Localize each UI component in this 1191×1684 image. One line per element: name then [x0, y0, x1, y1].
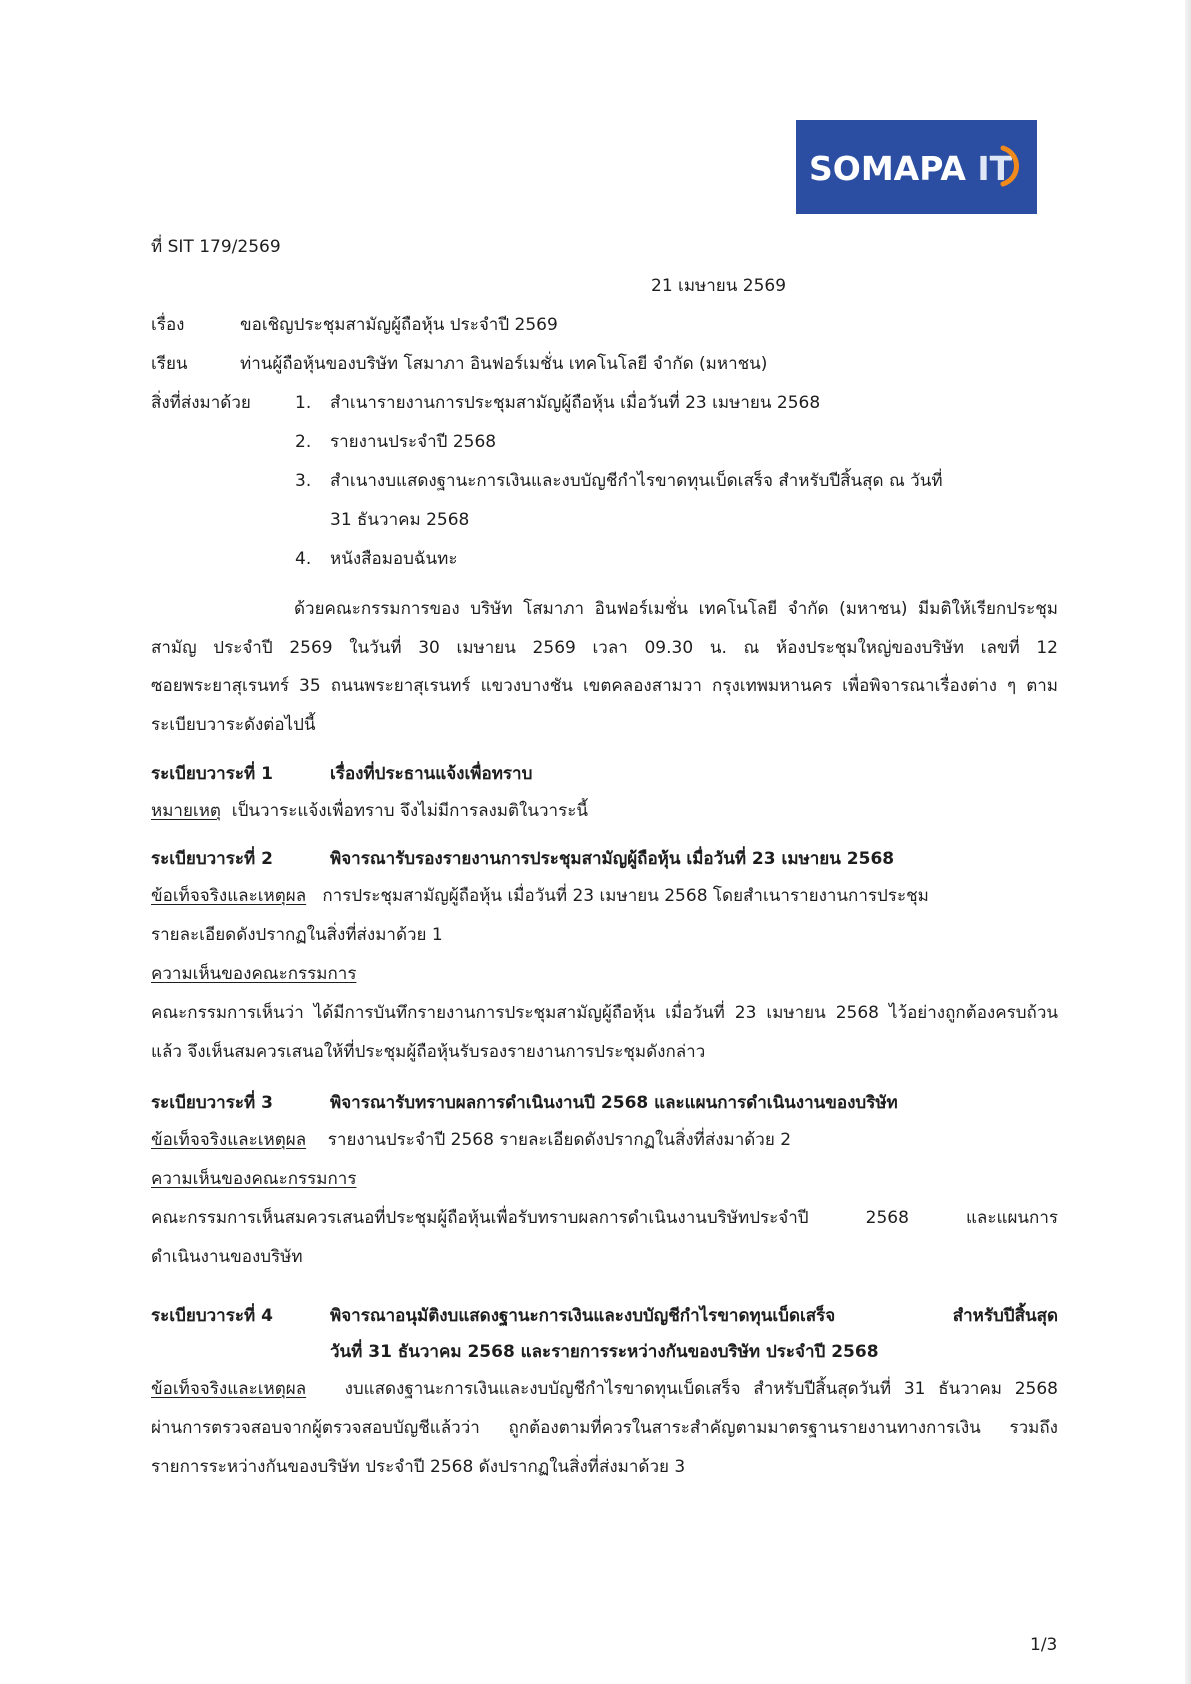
enclosure-item-continued: 31 ธันวาคม 2568 [330, 510, 470, 530]
enclosure-number: 2. [295, 432, 312, 452]
recipient-text: ท่านผู้ถือหุ้นของบริษัท โสมาภา อินฟอร์เมชั่น เทคโนโลยี จำกัด (มหาชน) [240, 354, 768, 374]
facts-label: ข้อเท็จจริงและเหตุผล [151, 1130, 307, 1150]
agenda-1-label: ระเบียบวาระที่ 1 [151, 764, 273, 784]
company-logo [796, 120, 1037, 214]
enclosure-item: รายงานประจำปี 2568 [330, 432, 497, 452]
enclosure-label: สิ่งที่ส่งมาด้วย [151, 393, 251, 413]
agenda-2-label: ระเบียบวาระที่ 2 [151, 849, 273, 869]
enclosure-number: 4. [295, 549, 312, 569]
logo-wordmark: SOMAPA IT [809, 149, 1013, 188]
agenda-4-title-continued: วันที่ 31 ธันวาคม 2568 และรายการระหว่างกันของบริษัท ประจำปี 2568 [330, 1342, 879, 1362]
logo-arc-icon [999, 144, 1023, 188]
opinion-line: คณะกรรมการเห็นว่า ได้มีการบันทึกรายงานการประชุมสามัญผู้ถือหุ้น เมื่อวันที่ 23 เมษายน 2568 ไว้อย่างถูกต้องครบถ้วน [151, 1003, 1058, 1023]
facts-line: ผ่านการตรวจสอบจากผู้ตรวจสอบบัญชีแล้วว่า ถูกต้องตามที่ควรในสาระสำคัญตามมาตรฐานรายงานทางการเงิน รวมถึง [151, 1418, 1058, 1438]
intro-paragraph [151, 590, 1058, 744]
agenda-3-facts [151, 1128, 791, 1152]
page-edge [1185, 0, 1191, 1684]
facts-line: รายการระหว่างกันของบริษัท ประจำปี 2568 ดังปรากฏในสิ่งที่ส่งมาด้วย 3 [151, 1456, 686, 1477]
note-text: เป็นวาระแจ้งเพื่อทราบ จึงไม่มีการลงมติในวาระนี้ [231, 801, 588, 821]
agenda-3-opinion [151, 1199, 1058, 1276]
opinion-line: แล้ว จึงเห็นสมควรเสนอให้ที่ประชุมผู้ถือหุ้นรับรองรายงานการประชุมดังกล่าว [151, 1041, 706, 1062]
agenda-1-note [151, 799, 588, 823]
facts-text: รายงานประจำปี 2568 รายละเอียดดังปรากฏในสิ่งที่ส่งมาด้วย 2 [327, 1130, 792, 1150]
intro-line: ด้วยคณะกรรมการของ บริษัท โสมาภา อินฟอร์เมชั่น เทคโนโลยี จำกัด (มหาชน) มีมติให้เรียกประชุม [294, 599, 1058, 619]
agenda-1-title: เรื่องที่ประธานแจ้งเพื่อทราบ [330, 764, 533, 784]
intro-line: ซอยพระยาสุเรนทร์ 35 ถนนพระยาสุเรนทร์ แขวงบางชัน เขตคลองสามวา กรุงเทพมหานคร เพื่อพิจารณาเรื่องต่าง ๆ ตาม [151, 676, 1058, 696]
note-label: หมายเหตุ [151, 801, 221, 821]
opinion-line: ดำเนินงานของบริษัท [151, 1246, 303, 1267]
enclosure-number: 3. [295, 471, 312, 491]
agenda-4-facts-body [151, 1409, 1058, 1486]
intro-line: ระเบียบวาระดังต่อไปนี้ [151, 714, 316, 735]
subject-text: ขอเชิญประชุมสามัญผู้ถือหุ้น ประจำปี 2569 [240, 315, 558, 335]
facts-text: งบแสดงฐานะการเงินและงบบัญชีกำไรขาดทุนเบ็ดเสร็จ สำหรับปีสิ้นสุดวันที่ 31 ธันวาคม 2568 [344, 1379, 1058, 1399]
agenda-3-opinion-label: ความเห็นของคณะกรรมการ [151, 1169, 357, 1189]
opinion-line: คณะกรรมการเห็นสมควรเสนอที่ประชุมผู้ถือหุ้นเพื่อรับทราบผลการดำเนินงานบริษัทประจำปี 2568 และแผนการ [151, 1208, 1058, 1228]
enclosure-item: หนังสือมอบฉันทะ [330, 549, 458, 569]
document-date: 21 เมษายน 2569 [651, 276, 787, 296]
facts-text: การประชุมสามัญผู้ถือหุ้น เมื่อวันที่ 23 เมษายน 2568 โดยสำเนารายงานการประชุม [322, 886, 929, 906]
agenda-2-opinion [151, 994, 1058, 1071]
facts-label: ข้อเท็จจริงและเหตุผล [151, 1379, 307, 1399]
intro-line: สามัญ ประจำปี 2569 ในวันที่ 30 เมษายน 2569 เวลา 09.30 น. ณ ห้องประชุมใหญ่ของบริษัท เลขที่ 12 [151, 637, 1058, 658]
subject-label: เรื่อง [151, 315, 185, 335]
enclosure-item: สำเนารายงานการประชุมสามัญผู้ถือหุ้น เมื่อวันที่ 23 เมษายน 2568 [330, 393, 821, 413]
agenda-2-facts-continued: รายละเอียดดังปรากฏในสิ่งที่ส่งมาด้วย 1 [151, 925, 443, 945]
agenda-4-label: ระเบียบวาระที่ 4 [151, 1306, 273, 1326]
agenda-3-label: ระเบียบวาระที่ 3 [151, 1093, 273, 1113]
agenda-3-title: พิจารณารับทราบผลการดำเนินงานปี 2568 และแผนการดำเนินงานของบริษัท [330, 1093, 898, 1113]
facts-label: ข้อเท็จจริงและเหตุผล [151, 886, 307, 906]
agenda-2-title: พิจารณารับรองรายงานการประชุมสามัญผู้ถือหุ้น เมื่อวันที่ 23 เมษายน 2568 [330, 849, 895, 869]
document-number: ที่ SIT 179/2569 [151, 237, 281, 257]
enclosure-item: สำเนางบแสดงฐานะการเงินและงบบัญชีกำไรขาดทุนเบ็ดเสร็จ สำหรับปีสิ้นสุด ณ วันที่ [330, 471, 943, 491]
agenda-2-opinion-label: ความเห็นของคณะกรรมการ [151, 964, 357, 984]
agenda-4-facts [151, 1377, 1058, 1401]
agenda-2-facts [151, 884, 929, 908]
recipient-label: เรียน [151, 354, 188, 374]
page-number: 1/3 [1030, 1635, 1058, 1655]
agenda-4-title: พิจารณาอนุมัติงบแสดงฐานะการเงินและงบบัญชีกำไรขาดทุนเบ็ดเสร็จ สำหรับปีสิ้นสุด [330, 1306, 1058, 1326]
enclosure-number: 1. [295, 393, 312, 413]
